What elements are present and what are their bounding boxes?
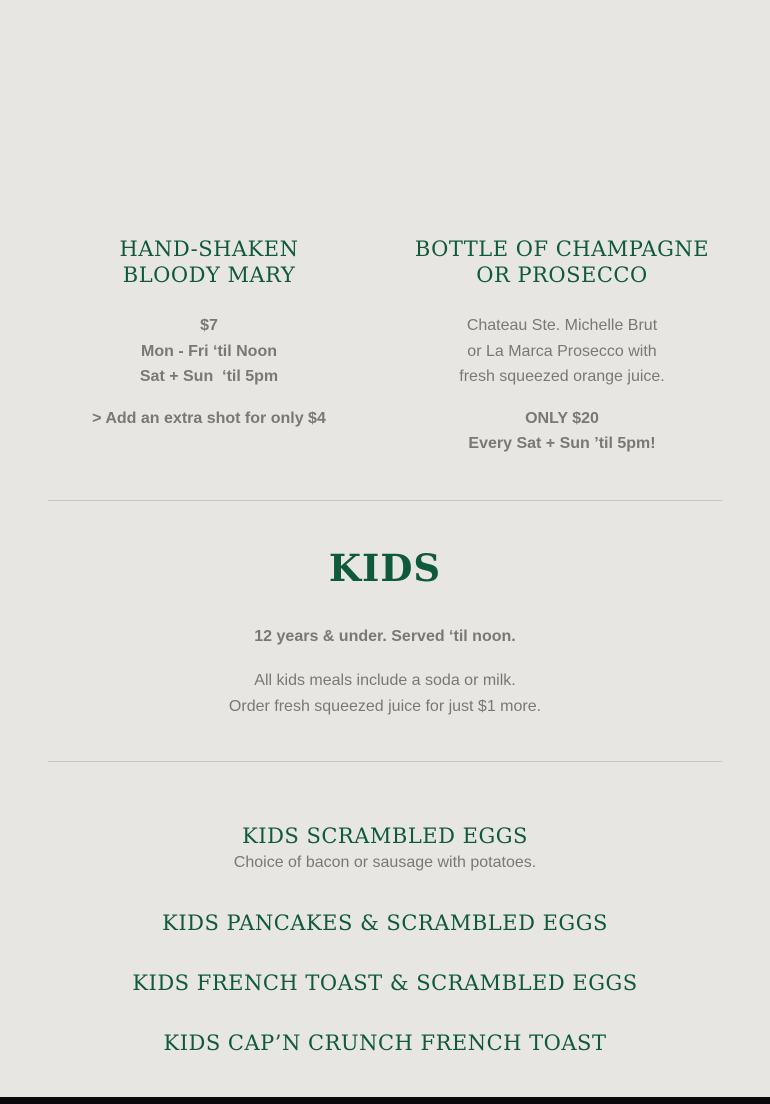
menu-item-name: KIDS CAP’N CRUNCH FRENCH TOAST (163, 1031, 607, 1055)
menu-item-name: KIDS SCRAMBLED EGGS (242, 824, 528, 848)
bloody-mary-addon: > Add an extra shot for only $4 (92, 409, 326, 427)
bloody-mary-hours-weekend: Sat + Sun ‘til 5pm (139, 368, 279, 385)
divider (48, 761, 722, 762)
kids-note-line1: All kids meals include a soda or milk. (254, 672, 516, 689)
menu-item-kids-capn-crunch (0, 1030, 770, 1056)
bloody-mary-hours-weekday: Mon - Fri ‘til Noon (141, 342, 277, 360)
champagne-title-line1: BOTTLE OF CHAMPAGNE (414, 237, 710, 261)
champagne-desc-line2: or La Marca Prosecco with (467, 342, 657, 360)
champagne-desc-line3: fresh squeezed orange juice. (459, 368, 665, 385)
champagne-card (400, 236, 724, 457)
bloody-mary-card (48, 236, 370, 431)
kids-subtitle: 12 years & under. Served ‘til noon. (254, 628, 516, 645)
kids-note-line2: Order fresh squeezed juice for just $1 more. (228, 697, 542, 715)
menu-item-kids-french-toast (0, 970, 770, 996)
bloody-mary-price: $7 (200, 317, 218, 334)
champagne-details (400, 313, 724, 457)
menu-item-description: Choice of bacon or sausage with potatoes. (233, 854, 537, 871)
menu-item-name: KIDS FRENCH TOAST & SCRAMBLED EGGS (132, 971, 638, 995)
champagne-price: ONLY $20 (525, 409, 599, 427)
menu-item-name: KIDS PANCAKES & SCRAMBLED EGGS (162, 911, 608, 935)
champagne-availability: Every Sat + Sun ’til 5pm! (468, 435, 656, 452)
footer-bar (0, 1097, 770, 1104)
menu-item-kids-pancakes (0, 910, 770, 936)
champagne-desc-line1: Chateau Ste. Michelle Brut (466, 317, 658, 334)
kids-heading: KIDS (328, 546, 442, 590)
menu-item-kids-scrambled-eggs (0, 823, 770, 877)
champagne-title (400, 236, 724, 288)
bloody-mary-title-line1: HAND-SHAKEN (119, 237, 299, 261)
kids-note (0, 668, 770, 719)
bloody-mary-details (48, 313, 370, 431)
bloody-mary-title-line2: BLOODY MARY (122, 263, 296, 287)
bloody-mary-title (48, 236, 370, 288)
champagne-title-line2: OR PROSECCO (476, 263, 648, 287)
divider (48, 500, 722, 501)
